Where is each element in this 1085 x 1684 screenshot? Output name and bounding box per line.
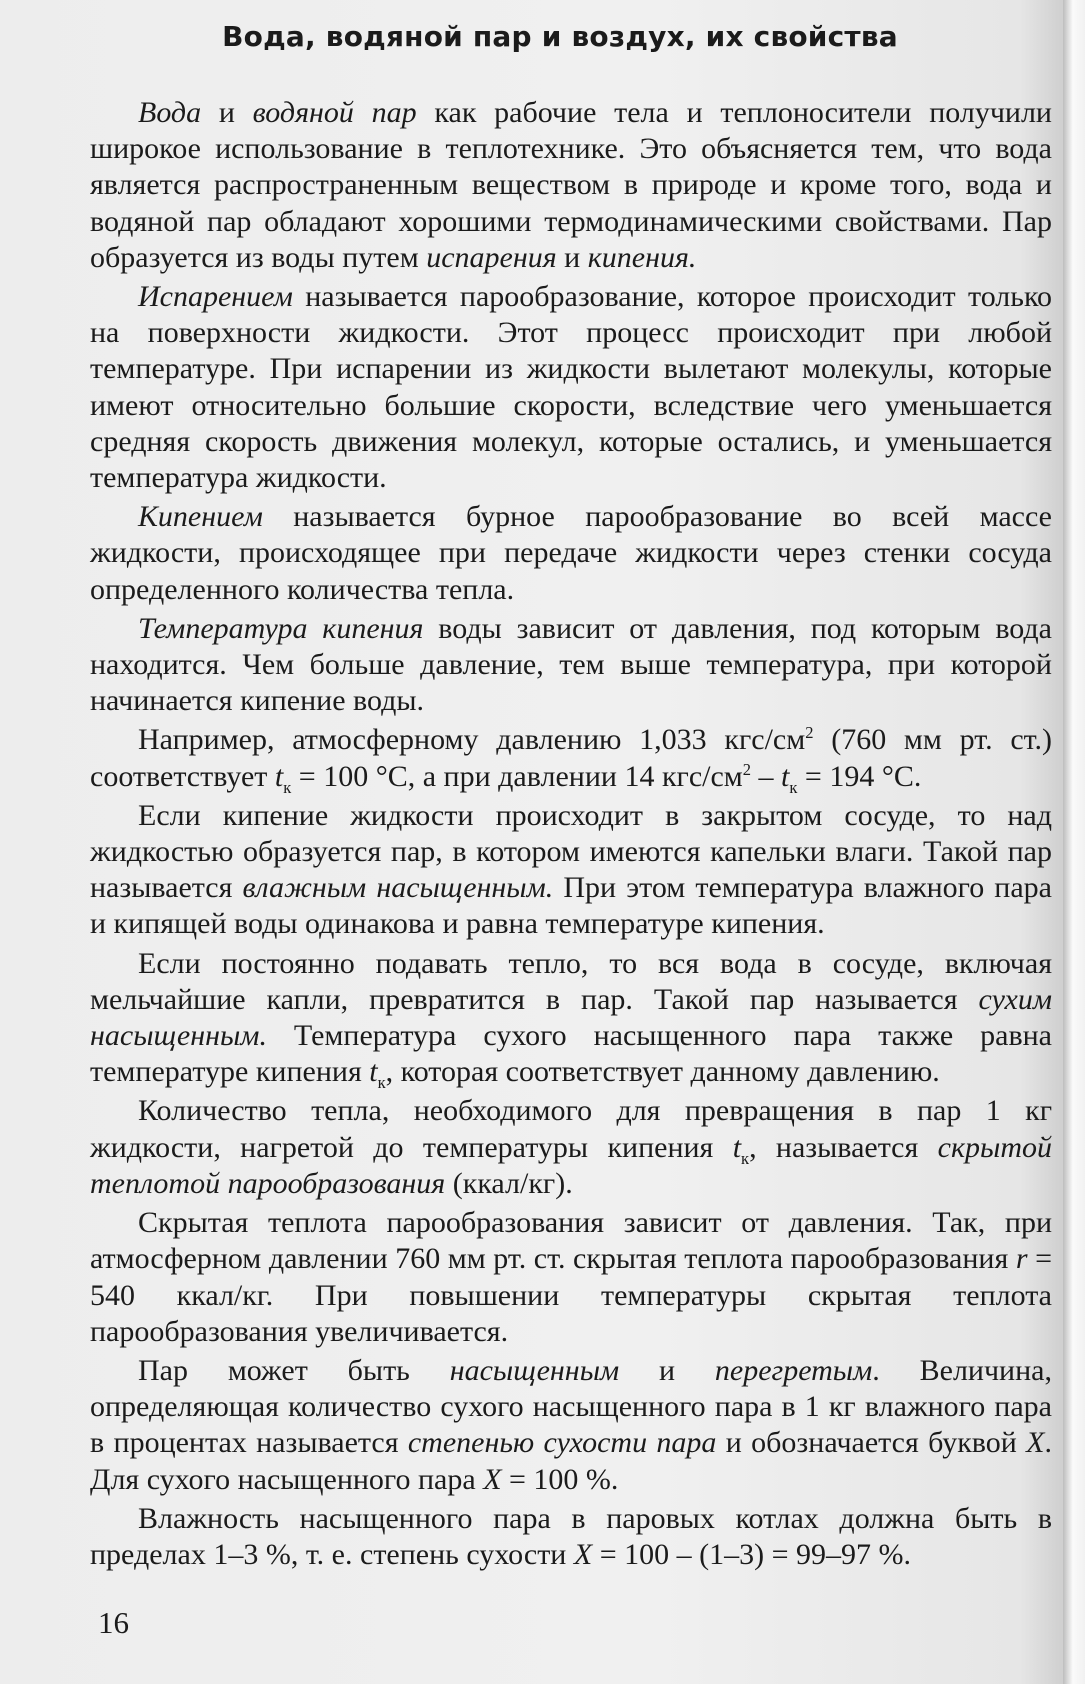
italic-term: t xyxy=(274,759,284,793)
italic-term: t xyxy=(781,759,790,793)
text-run: Если кипение жидкости происходит в закрытом сосуде, то над жидкостью образуется пар, в котором имеются капельки влаги. Такой пар называется xyxy=(90,798,1052,905)
italic-term: Кипением xyxy=(138,500,263,534)
section-heading: Вода, водяной пар и воздух, их свойства xyxy=(222,20,898,53)
text-run: – xyxy=(751,759,782,793)
paragraph xyxy=(90,1501,1052,1573)
italic-term: r xyxy=(1015,1242,1028,1276)
text-run: = 100 – (1–3) = 99–97 %. xyxy=(592,1537,911,1571)
body-text xyxy=(90,95,1052,1573)
text-run: воды зависит от давления, под которым вода находится. Чем больше давление, тем выше температура, при которой начинается кипение воды. xyxy=(90,611,1052,718)
italic-term: Температура кипения xyxy=(138,611,424,645)
italic-term: сухим насыщенным. xyxy=(90,982,1052,1053)
text-run: называется бурное парообразование во всей массе жидкости, происходящее при передаче жидкости через стенки сосуда определенного количества тепла. xyxy=(90,500,1052,606)
book-spine-shadow xyxy=(1063,0,1085,1684)
text-run: и xyxy=(556,240,588,274)
paragraph xyxy=(90,946,1052,1091)
text-run: к xyxy=(789,777,798,797)
text-run: = 100 °С, а при давлении 14 кгс/см xyxy=(291,759,743,793)
italic-term: насыщенным xyxy=(449,1353,620,1387)
text-run: При этом температура влажного пара и кипящей воды одинакова и равна температуре кипения. xyxy=(90,871,1052,941)
italic-term: водяной пар xyxy=(252,96,417,129)
text-run: Количество тепла, необходимого для превращения в пар 1 кг жидкости, нагретой до температуры кипения xyxy=(90,1094,1052,1164)
text-run: и обозначается буквой xyxy=(716,1426,1027,1460)
text-run: Влажность насыщенного пара в паровых котлах должна быть в пределах 1–3 %, т. е. степень сухости xyxy=(90,1501,1052,1571)
text-run: Температура сухого насыщенного пара также равна температуре кипения xyxy=(90,1019,1052,1089)
text-run: 2 xyxy=(805,723,814,743)
paragraph xyxy=(90,1205,1052,1350)
text-run: (760 мм рт. ст.) соответствует xyxy=(90,723,1052,793)
text-run: и xyxy=(201,96,253,129)
text-run: , которая соответствует данному давлению. xyxy=(385,1055,940,1089)
text-run: Пар может быть xyxy=(138,1353,450,1387)
italic-term: испарения xyxy=(426,240,557,274)
paragraph xyxy=(90,611,1052,720)
paragraph xyxy=(90,1353,1052,1498)
italic-term: t xyxy=(369,1055,378,1089)
paragraph xyxy=(90,499,1052,608)
text-run: = 194 °С. xyxy=(797,759,922,793)
text-run: Если постоянно подавать тепло, то вся вода в сосуде, включая мельчайшие капли, превратится в пар. Такой пар называется xyxy=(90,946,1052,1016)
paragraph xyxy=(90,722,1052,797)
italic-term: Вода xyxy=(138,96,202,129)
italic-term: кипения. xyxy=(587,240,697,274)
text-run: к xyxy=(283,777,292,797)
text-run: (ккал/кг). xyxy=(445,1166,573,1200)
text-run: к xyxy=(377,1073,386,1093)
italic-term: X xyxy=(483,1462,502,1496)
italic-term: перегретым xyxy=(714,1353,873,1387)
text-run: . Величина, определяющая количество сухого насыщенного пара в 1 кг влажного пара в процентах называется xyxy=(90,1353,1052,1460)
page-number: 16 xyxy=(98,1605,129,1640)
paragraph xyxy=(90,798,1052,943)
text-run: Скрытая теплота парообразования зависит от давления. Так, при атмосферном давлении 760 мм рт. ст. скрытая теплота парообразования xyxy=(90,1206,1052,1276)
italic-term: Испарением xyxy=(138,280,293,314)
text-run: называется парообразование, которое происходит только на поверхности жидкости. Этот процесс происходит при любой температуре. При испарении из жидкости вылетают молекулы, которые имеют относительно большие скорости, вследствие чего уменьшается средняя скорость движения молекул, которые остались, и уменьшается температура жидкости. xyxy=(90,280,1052,495)
italic-term: скрытой теплотой парообразования xyxy=(90,1130,1052,1200)
paragraph xyxy=(90,279,1052,496)
text-run: , называется xyxy=(749,1130,938,1164)
paragraph xyxy=(90,1093,1052,1202)
text-run: . Для сухого насыщенного пара xyxy=(90,1426,1052,1496)
italic-term: X xyxy=(573,1537,593,1571)
text-run: и xyxy=(619,1353,715,1387)
text-run: как рабочие тела и теплоносители получили широкое использование в теплотехнике. Это объясняется тем, что вода является распространенным веществом в природе и кроме того, вода и водяной пар обладают хорошими термодинамическими свойствами. Пар образуется из воды путем xyxy=(90,96,1052,274)
italic-term: X xyxy=(1026,1426,1045,1460)
paragraph xyxy=(90,95,1052,276)
text-run: = 540 ккал/кг. При повышении температуры скрытая теплота парообразования увеличивается. xyxy=(90,1242,1052,1348)
italic-term: степенью сухости пара xyxy=(407,1426,717,1460)
italic-term: влажным насыщенным. xyxy=(242,871,554,905)
text-run: Например, атмосферному давлению 1,033 кгс/см xyxy=(138,723,806,757)
text-run: 2 xyxy=(742,759,752,779)
text-run: к xyxy=(741,1148,750,1168)
italic-term: t xyxy=(732,1130,742,1164)
text-run: = 100 %. xyxy=(501,1462,619,1496)
